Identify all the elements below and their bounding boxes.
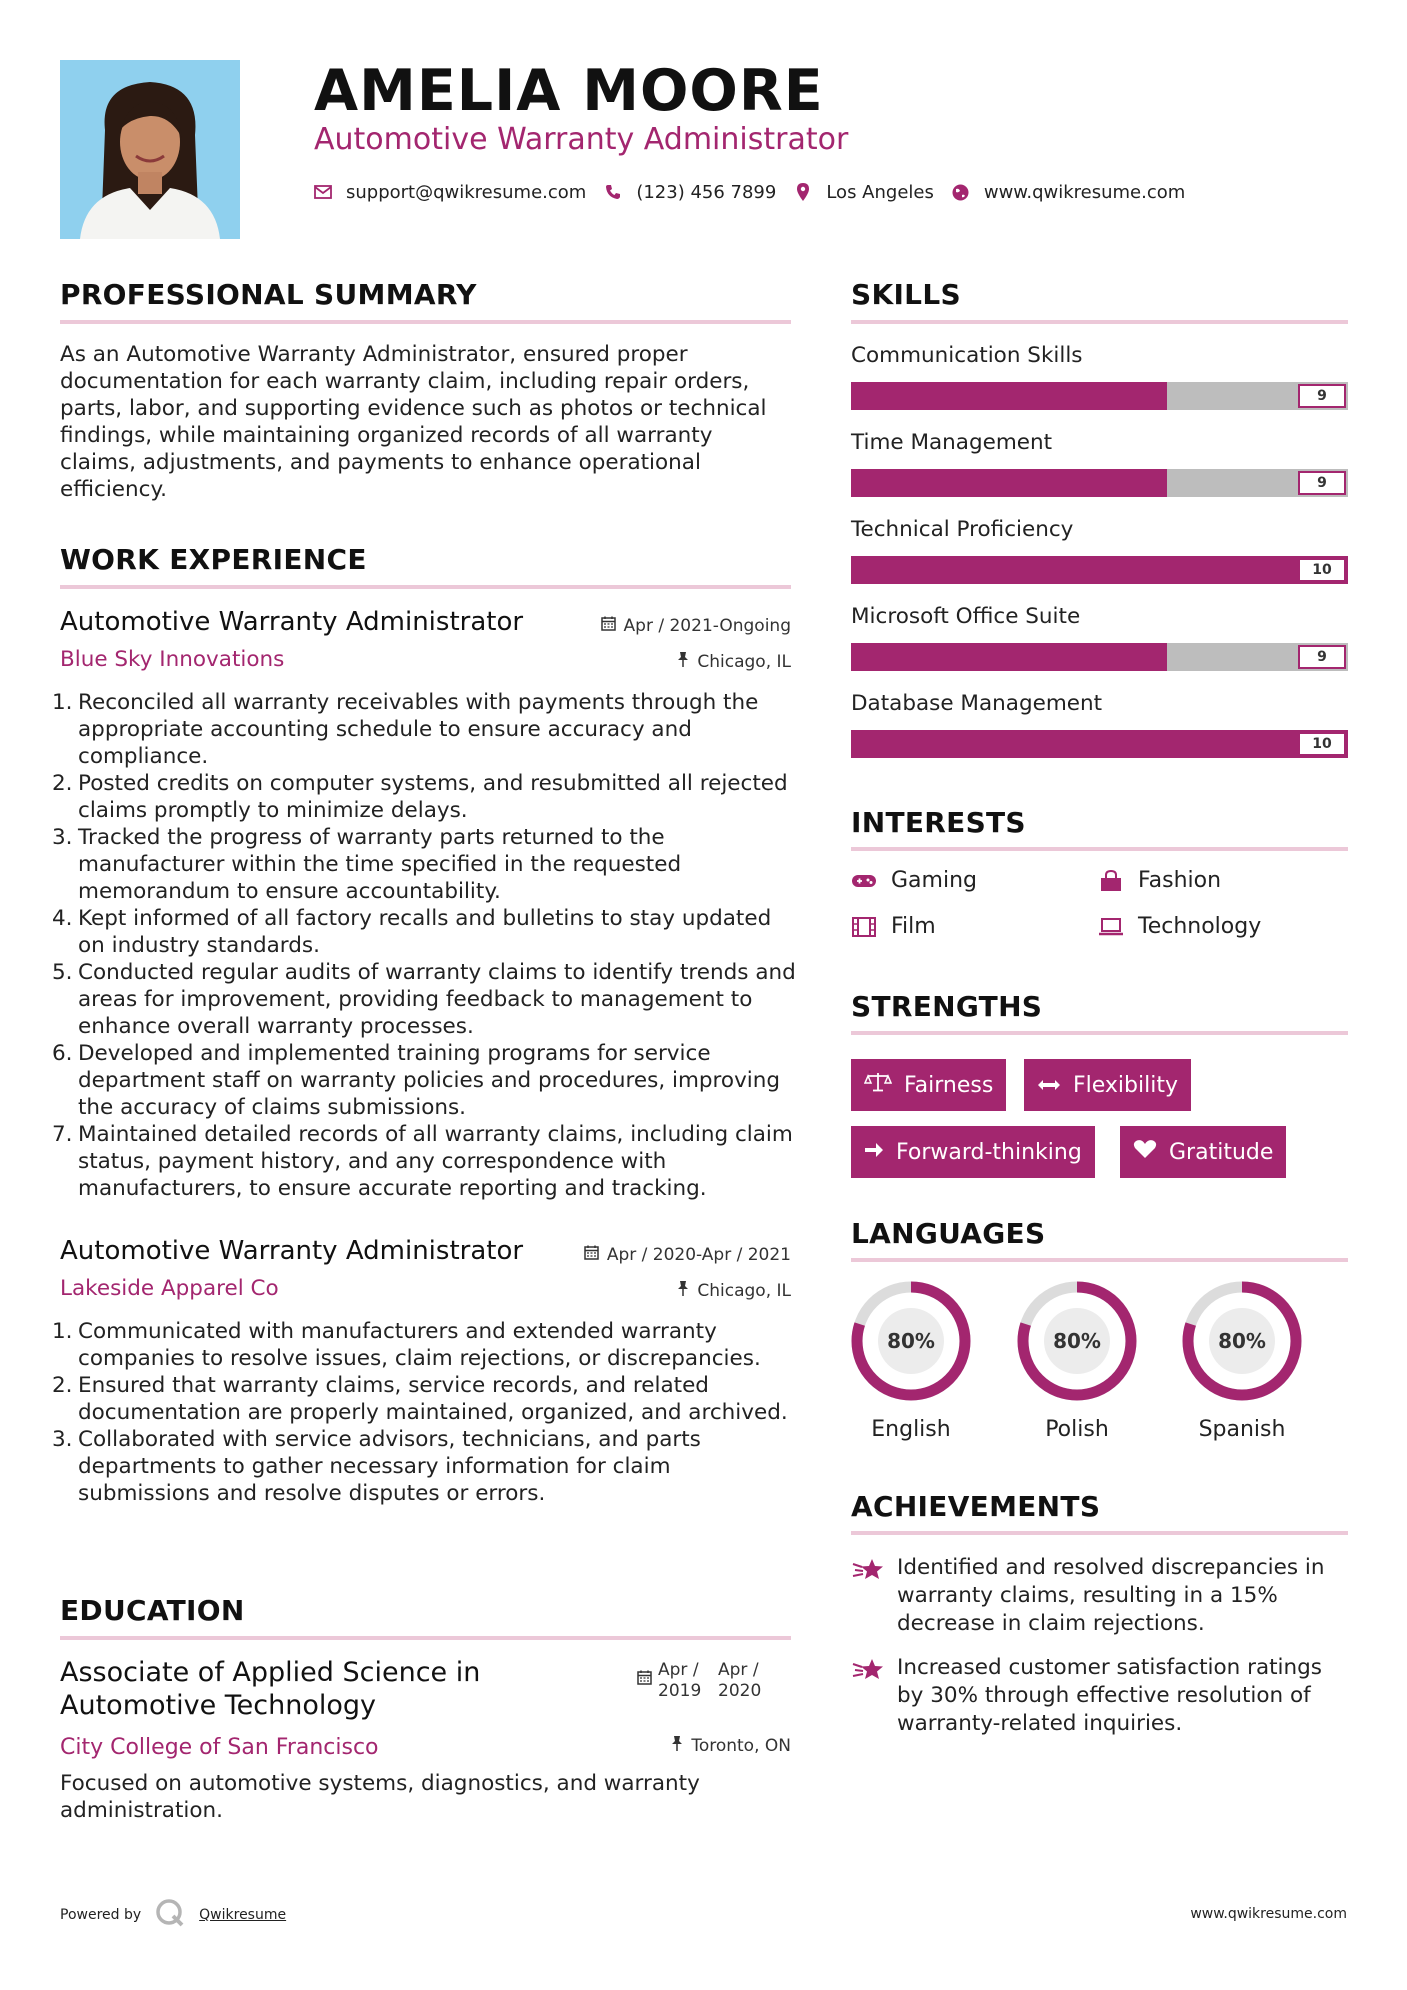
experience-heading: WORK EXPERIENCE (60, 543, 367, 576)
shooting-star-icon (851, 1554, 885, 1638)
language-gauge (1180, 1279, 1304, 1403)
school-name: City College of San Francisco (60, 1735, 379, 1760)
list-item: 3. Tracked the progress of warranty parts returned to the manufacturer within the time specified in the requested memorandum to ensure accountability. (52, 825, 682, 904)
list-item: 1. Reconciled all warranty receivables with payments through the appropriate accounting schedule to ensure accuracy and compliance. (52, 690, 759, 769)
skill-bar (851, 469, 1348, 497)
interest-label: Fashion (1138, 868, 1222, 893)
achievements-divider (851, 1531, 1348, 1535)
skill-bar-fill (851, 730, 1348, 758)
arrow-right-icon (864, 1140, 884, 1165)
language-name: Spanish (1198, 1417, 1286, 1442)
skill-score: 9 (1298, 645, 1346, 669)
skill-bar (851, 382, 1348, 410)
achievement-item (851, 1654, 1351, 1738)
language-percent: 80% (887, 1329, 935, 1353)
languages-heading: LANGUAGES (851, 1217, 1046, 1250)
achievement-text: Identified and resolved discrepancies in warranty claims, resulting in a 15% decrease in claim rejections. (897, 1555, 1325, 1636)
achievement-item (851, 1554, 1351, 1638)
job-title: Automotive Warranty Administrator (60, 1236, 524, 1266)
summary-divider (60, 320, 791, 324)
list-item: 7. Maintained detailed records of all warranty claims, including claim status, payment history, and any correspondence with manufacturers, to ensure accurate reporting and tracking. (52, 1122, 793, 1201)
education-description: Focused on automotive systems, diagnostics, and warranty administration. (60, 1771, 700, 1823)
language-percent: 80% (1218, 1329, 1266, 1353)
job-title: Automotive Warranty Administrator (60, 607, 524, 637)
arrows-horizontal-icon (1037, 1073, 1061, 1098)
list-item: 2. Posted credits on computer systems, and resubmitted all rejected claims promptly to minimize delays. (52, 771, 788, 823)
interest-item (851, 868, 977, 893)
heart-icon (1133, 1139, 1157, 1165)
education-date (637, 1660, 772, 1702)
balance-scale-icon (864, 1072, 892, 1098)
interest-label: Technology (1138, 914, 1262, 939)
qwikresume-link[interactable]: Qwikresume (199, 1907, 287, 1923)
job-location-text: Chicago, IL (697, 1280, 791, 1301)
strength-tag (851, 1059, 1006, 1111)
education-location-text: Toronto, ON (691, 1735, 791, 1756)
skill-bar-fill (851, 556, 1348, 584)
candidate-title: Automotive Warranty Administrator (314, 122, 849, 157)
pushpin-icon (671, 1735, 683, 1756)
education-heading: EDUCATION (60, 1594, 245, 1627)
skill-score: 10 (1298, 558, 1346, 582)
strength-label: Forward-thinking (896, 1139, 1082, 1165)
footer-website[interactable]: www.qwikresume.com (1190, 1906, 1347, 1922)
powered-by-text: Powered by (60, 1907, 142, 1923)
contact-email[interactable] (314, 182, 586, 203)
list-item: 2. Ensured that warranty claims, service records, and related documentation are properly maintained, organized, and archived. (52, 1373, 788, 1425)
education-start-date: Apr / 2019 (658, 1660, 702, 1701)
interests-heading: INTERESTS (851, 806, 1026, 839)
globe-icon (952, 183, 970, 201)
map-pin-icon (794, 183, 812, 201)
skill-bar (851, 556, 1348, 584)
language-gauge (1015, 1279, 1139, 1403)
contact-bar (314, 180, 1185, 204)
job-location-text: Chicago, IL (697, 651, 791, 672)
job-company: Blue Sky Innovations (60, 647, 285, 672)
skill-bar (851, 643, 1348, 671)
profile-photo (60, 60, 240, 239)
contact-website-text: www.qwikresume.com (983, 181, 1186, 203)
experience-divider (60, 585, 791, 589)
contact-location-text: Los Angeles (826, 181, 934, 203)
strength-tag (1120, 1126, 1286, 1178)
list-item: 3. Collaborated with service advisors, technicians, and parts departments to gather necessary information for claim submissions and resolve disputes or errors. (52, 1427, 701, 1506)
calendar-icon (637, 1660, 652, 1702)
job-bullets (52, 689, 800, 1202)
job-date-text: Apr / 2021-Ongoing (623, 616, 791, 636)
qwikresume-logo-icon (155, 1898, 185, 1932)
job-date-text: Apr / 2020-Apr / 2021 (606, 1245, 791, 1265)
contact-phone[interactable] (604, 182, 776, 203)
summary-heading: PROFESSIONAL SUMMARY (60, 278, 477, 311)
skill-bar (851, 730, 1348, 758)
shooting-star-icon (851, 1654, 885, 1738)
job-location (677, 1280, 791, 1301)
language-percent: 80% (1053, 1329, 1101, 1353)
contact-phone-text: (123) 456 7899 (636, 181, 777, 203)
skill-label: Technical Proficiency (851, 517, 1074, 542)
skill-score: 10 (1298, 732, 1346, 756)
list-item: 6. Developed and implemented training programs for service department staff on warranty policies and procedures, improving the accuracy of claims submissions. (52, 1041, 781, 1120)
job-location (677, 651, 791, 672)
pushpin-icon (677, 1280, 689, 1301)
strength-label: Fairness (904, 1072, 994, 1098)
contact-email-text: support@qwikresume.com (346, 181, 587, 203)
summary-text: As an Automotive Warranty Administrator, ensured proper documentation for each warranty claim, including repair orders, parts, labor, and supporting evidence such as photos or technical findings, while maintaining organized records of all warranty claims, adjustments, and payments to enhance operational efficiency. (60, 342, 767, 502)
degree-title: Associate of Applied Science in Automotive Technology (60, 1657, 481, 1721)
language-gauge (849, 1279, 973, 1403)
pushpin-icon (677, 651, 689, 672)
job-date (601, 616, 791, 636)
skill-bar-fill (851, 469, 1167, 497)
language-item (849, 1279, 973, 1442)
contact-website[interactable] (952, 182, 1185, 203)
education-location (671, 1735, 791, 1756)
list-item: 4. Kept informed of all factory recalls and bulletins to stay updated on industry standards. (52, 906, 772, 958)
language-item (1015, 1279, 1139, 1442)
calendar-icon (584, 1245, 599, 1265)
calendar-icon (601, 616, 616, 636)
film-icon (851, 916, 877, 938)
candidate-name: AMELIA MOORE (314, 58, 824, 124)
skill-label: Time Management (851, 430, 1053, 455)
languages-divider (851, 1258, 1348, 1262)
skill-label: Microsoft Office Suite (851, 604, 1081, 629)
strength-tag (1024, 1059, 1191, 1111)
strength-label: Flexibility (1073, 1072, 1178, 1098)
interests-divider (851, 847, 1348, 851)
job-date (584, 1245, 791, 1265)
gamepad-icon (851, 870, 877, 892)
skill-label: Communication Skills (851, 343, 1083, 368)
achievements-heading: ACHIEVEMENTS (851, 1490, 1101, 1523)
interest-item (851, 914, 936, 939)
shopping-bag-icon (1098, 870, 1124, 892)
education-end-date: Apr / 2020 (718, 1660, 762, 1701)
education-divider (60, 1636, 791, 1640)
strengths-divider (851, 1031, 1348, 1035)
list-item: 5. Conducted regular audits of warranty claims to identify trends and areas for improvement, providing feedback to management to enhance overall warranty processes. (52, 960, 796, 1039)
language-name: Polish (1045, 1417, 1109, 1442)
laptop-icon (1098, 916, 1124, 938)
interest-item (1098, 914, 1261, 939)
phone-icon (604, 183, 622, 201)
achievement-text: Increased customer satisfaction ratings by 30% through effective resolution of warranty-related inquiries. (897, 1655, 1323, 1736)
strength-tag (851, 1126, 1095, 1178)
skills-divider (851, 320, 1348, 324)
envelope-icon (314, 183, 332, 201)
language-name: English (871, 1417, 951, 1442)
list-item: 1. Communicated with manufacturers and extended warranty companies to resolve issues, claim rejections, or discrepancies. (52, 1319, 761, 1371)
language-item (1180, 1279, 1304, 1442)
skill-label: Database Management (851, 691, 1103, 716)
footer-branding (60, 1898, 286, 1932)
job-bullets (52, 1318, 800, 1507)
interest-item (1098, 868, 1221, 893)
interest-label: Film (891, 914, 936, 939)
contact-location (794, 182, 934, 203)
skill-score: 9 (1298, 471, 1346, 495)
skill-score: 9 (1298, 384, 1346, 408)
strength-label: Gratitude (1169, 1139, 1274, 1165)
job-company: Lakeside Apparel Co (60, 1276, 279, 1301)
strengths-heading: STRENGTHS (851, 990, 1043, 1023)
skill-bar-fill (851, 382, 1167, 410)
skill-bar-fill (851, 643, 1167, 671)
interest-label: Gaming (891, 868, 977, 893)
skills-heading: SKILLS (851, 278, 961, 311)
